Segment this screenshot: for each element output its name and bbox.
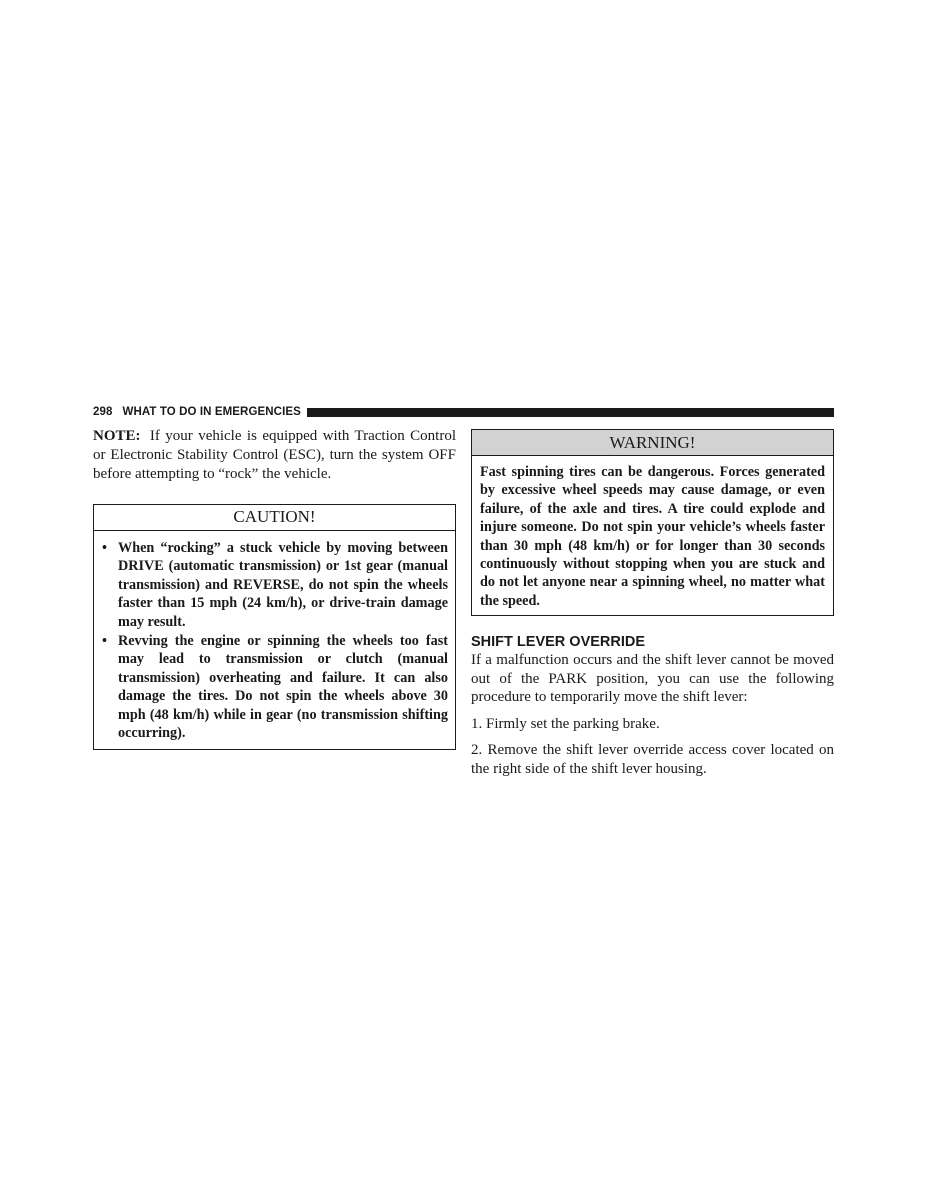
- page-number: 298: [93, 406, 113, 418]
- page-header: [93, 405, 834, 419]
- bullet-icon: •: [102, 540, 107, 556]
- caution-list: [102, 539, 448, 742]
- warning-body: Fast spinning tires can be dangerous. Forces generated by excessive wheel speeds may cause damage, or even failure, of the axle and tires. A tire could explode and injure someone. Do not spin your vehicle’s wheels faster than 30 mph (48 km/h) or for longer than 30 seconds continuously without stopping when you are stuck and do not let anyone near a spinning wheel, no matter what the speed.: [480, 464, 825, 609]
- step-item: 2. Remove the shift lever override access cover located on the right side of the shift lever housing.: [471, 742, 834, 777]
- section-title: WHAT TO DO IN EMERGENCIES: [122, 406, 301, 418]
- header-rule: [307, 408, 834, 417]
- right-column: [471, 429, 834, 778]
- note-label: NOTE:: [93, 428, 141, 444]
- list-item: [102, 632, 448, 742]
- section-heading: SHIFT LEVER OVERRIDE: [471, 634, 646, 651]
- caution-title: CAUTION!: [94, 505, 455, 531]
- caution-item-text: When “rocking” a stuck vehicle by moving between DRIVE (automatic transmission) or 1st gear (manual transmission) and REVERSE, do not spin the wheels faster than 15 mph (24 km/h), or drive-train damage may result.: [118, 540, 448, 630]
- intro-paragraph: If a malfunction occurs and the shift lever cannot be moved out of the PARK position, you can use the following procedure to temporarily move the shift lever:: [471, 652, 834, 706]
- warning-box: [471, 429, 834, 616]
- note-text: If your vehicle is equipped with Traction Control or Electronic Stability Control (ESC), turn the system OFF before attempting to “rock” the vehicle.: [93, 428, 457, 482]
- step-item: 1. Firmly set the parking brake.: [471, 715, 660, 732]
- warning-title: WARNING!: [472, 430, 833, 456]
- caution-body: [94, 531, 455, 749]
- note-paragraph: [93, 427, 456, 484]
- caution-item-text: Revving the engine or spinning the wheels too fast may lead to transmission or clutch (manual transmission) overheating and failure. It can also damage the tires. Do not spin the wheels above 30 mph (48 km/h) while in gear (no transmission shifting occurring).: [118, 633, 448, 742]
- caution-box: [93, 504, 456, 750]
- bullet-icon: •: [102, 633, 107, 650]
- list-item: [102, 539, 448, 631]
- left-column: [93, 427, 456, 750]
